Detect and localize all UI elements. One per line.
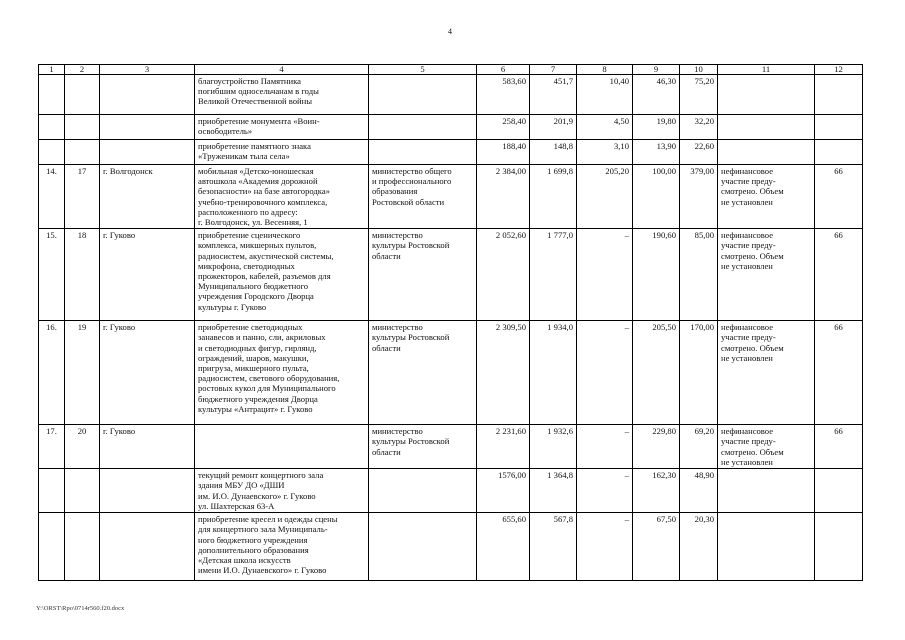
row-number-cell xyxy=(39,75,65,115)
column-header: 6 xyxy=(477,65,530,75)
row-number-cell xyxy=(39,469,65,513)
amount-col-9-cell: 46,30 xyxy=(633,75,680,115)
item-index-cell xyxy=(65,140,100,165)
amount-col-10-cell: 20,30 xyxy=(680,513,718,581)
amount-col-6-cell: 1576,00 xyxy=(477,469,530,513)
municipality-cell: г. Гуково xyxy=(100,229,195,321)
description-cell: мобильная «Детско-юношеская автошкола «Академия дорожной безопасности» на базе автогородка» учебно-тренировочного комплекса, расположенного по адресу: г. Волгодонск, ул. Весенняя, 1 xyxy=(195,165,369,229)
description-cell: текущий ремонт концертного зала здания МБУ ДО «ДШИ им. И.О. Дунаевского» г. Гуково ул. Шахтерская 63-А xyxy=(195,469,369,513)
amount-col-6-cell: 2 052,60 xyxy=(477,229,530,321)
municipality-cell xyxy=(100,75,195,115)
column-header: 9 xyxy=(633,65,680,75)
amount-col-7-cell: 1 932,6 xyxy=(530,425,577,469)
amount-col-8-cell: 4,50 xyxy=(577,115,633,140)
code-cell: 66 xyxy=(815,321,863,425)
row-number-cell xyxy=(39,115,65,140)
amount-col-6-cell: 655,60 xyxy=(477,513,530,581)
column-header: 2 xyxy=(65,65,100,75)
code-cell xyxy=(815,513,863,581)
item-index-cell: 17 xyxy=(65,165,100,229)
amount-col-10-cell: 69,20 xyxy=(680,425,718,469)
amount-col-9-cell: 229,80 xyxy=(633,425,680,469)
description-cell xyxy=(195,425,369,469)
column-header: 5 xyxy=(369,65,477,75)
table-row xyxy=(39,115,863,140)
column-header: 3 xyxy=(100,65,195,75)
code-cell: 66 xyxy=(815,425,863,469)
amount-col-8-cell: – xyxy=(577,425,633,469)
table-row xyxy=(39,75,863,115)
item-index-cell xyxy=(65,115,100,140)
code-cell: 66 xyxy=(815,165,863,229)
description-cell: приобретение кресел и одежды сцены для концертного зала Муниципаль- ного бюджетного учреждения дополнительного образования «Детская школа искусств имени И.О. Дунаевского» г. Гуково xyxy=(195,513,369,581)
table-row xyxy=(39,425,863,469)
note-cell xyxy=(718,75,815,115)
amount-col-6-cell: 258,40 xyxy=(477,115,530,140)
column-header: 10 xyxy=(680,65,718,75)
amount-col-9-cell: 205,50 xyxy=(633,321,680,425)
table-row xyxy=(39,140,863,165)
municipality-cell xyxy=(100,513,195,581)
note-cell: нефинансовое участие преду- смотрено. Объем не установлен xyxy=(718,425,815,469)
amount-col-7-cell: 1 934,0 xyxy=(530,321,577,425)
municipality-cell: г. Гуково xyxy=(100,425,195,469)
amount-col-8-cell: 3,10 xyxy=(577,140,633,165)
municipality-cell xyxy=(100,140,195,165)
amount-col-9-cell: 67,50 xyxy=(633,513,680,581)
ministry-cell xyxy=(369,75,477,115)
row-number-cell: 17. xyxy=(39,425,65,469)
amount-col-9-cell: 19,80 xyxy=(633,115,680,140)
amount-col-9-cell: 13,90 xyxy=(633,140,680,165)
ministry-cell xyxy=(369,469,477,513)
column-header: 11 xyxy=(718,65,815,75)
amount-col-7-cell: 1 364,8 xyxy=(530,469,577,513)
amount-col-10-cell: 22,60 xyxy=(680,140,718,165)
table-row xyxy=(39,321,863,425)
amount-col-7-cell: 567,8 xyxy=(530,513,577,581)
ministry-cell xyxy=(369,115,477,140)
row-number-cell: 14. xyxy=(39,165,65,229)
amount-col-9-cell: 190,60 xyxy=(633,229,680,321)
amount-col-10-cell: 379,00 xyxy=(680,165,718,229)
description-cell: приобретение светодиодных занавесов и панно, сли, акриловых и светодиодных фигур, гирлянд, ограждений, шаров, макушки, пригруза, микшерного пульта, радиосистем, светового оборудования, ростовых кукол для Муниципального бюджетного учреждения Дворца культуры «Антрацит» г. Гуково xyxy=(195,321,369,425)
column-header: 4 xyxy=(195,65,369,75)
amount-col-6-cell: 188,40 xyxy=(477,140,530,165)
item-index-cell xyxy=(65,513,100,581)
code-cell xyxy=(815,75,863,115)
file-path-footer: Y:\ORST\Rpo\0714r560.f20.docx xyxy=(36,605,125,612)
municipality-cell xyxy=(100,115,195,140)
code-cell xyxy=(815,115,863,140)
amount-col-10-cell: 32,20 xyxy=(680,115,718,140)
code-cell xyxy=(815,469,863,513)
amount-col-9-cell: 100,00 xyxy=(633,165,680,229)
ministry-cell: министерство культуры Ростовской области xyxy=(369,321,477,425)
description-cell: приобретение сценического комплекса, микшерных пультов, радиосистем, акустической системы, микрофона, светодиодных прожекторов, кабелей, разъемов для Муниципального бюджетного учреждения Городского Дворца культуры г. Гуково xyxy=(195,229,369,321)
amount-col-10-cell: 48,90 xyxy=(680,469,718,513)
note-cell: нефинансовое участие преду- смотрено. Объем не установлен xyxy=(718,229,815,321)
ministry-cell: министерство культуры Ростовской области xyxy=(369,229,477,321)
row-number-cell xyxy=(39,513,65,581)
ministry-cell xyxy=(369,513,477,581)
amount-col-6-cell: 583,60 xyxy=(477,75,530,115)
amount-col-10-cell: 75,20 xyxy=(680,75,718,115)
description-cell: благоустройство Памятника погибшим односельчанам в годы Великой Отечественной войны xyxy=(195,75,369,115)
page-number: 4 xyxy=(448,27,452,36)
column-number-row xyxy=(39,65,863,75)
amount-col-7-cell: 451,7 xyxy=(530,75,577,115)
table-row xyxy=(39,165,863,229)
row-number-cell xyxy=(39,140,65,165)
table-row xyxy=(39,229,863,321)
code-cell xyxy=(815,140,863,165)
amount-col-7-cell: 148,8 xyxy=(530,140,577,165)
column-header: 1 xyxy=(39,65,65,75)
ministry-cell: министерство общего и профессионального образования Ростовской области xyxy=(369,165,477,229)
code-cell: 66 xyxy=(815,229,863,321)
note-cell xyxy=(718,513,815,581)
amount-col-8-cell: – xyxy=(577,513,633,581)
amount-col-6-cell: 2 384,00 xyxy=(477,165,530,229)
table-row xyxy=(39,513,863,581)
ministry-cell: министерство культуры Ростовской области xyxy=(369,425,477,469)
budget-table xyxy=(38,64,863,581)
item-index-cell: 18 xyxy=(65,229,100,321)
amount-col-8-cell: – xyxy=(577,321,633,425)
note-cell: нефинансовое участие преду- смотрено. Объем не установлен xyxy=(718,321,815,425)
note-cell xyxy=(718,469,815,513)
item-index-cell: 20 xyxy=(65,425,100,469)
column-header: 8 xyxy=(577,65,633,75)
amount-col-7-cell: 1 777,0 xyxy=(530,229,577,321)
description-cell: приобретение монумента «Воин- освободитель» xyxy=(195,115,369,140)
item-index-cell: 19 xyxy=(65,321,100,425)
municipality-cell: г. Гуково xyxy=(100,321,195,425)
amount-col-10-cell: 170,00 xyxy=(680,321,718,425)
item-index-cell xyxy=(65,75,100,115)
municipality-cell: г. Волгодонск xyxy=(100,165,195,229)
note-cell: нефинансовое участие преду- смотрено. Объем не установлен xyxy=(718,165,815,229)
column-header: 7 xyxy=(530,65,577,75)
table-row xyxy=(39,469,863,513)
item-index-cell xyxy=(65,469,100,513)
ministry-cell xyxy=(369,140,477,165)
amount-col-7-cell: 201,9 xyxy=(530,115,577,140)
amount-col-10-cell: 85,00 xyxy=(680,229,718,321)
row-number-cell: 16. xyxy=(39,321,65,425)
amount-col-6-cell: 2 231,60 xyxy=(477,425,530,469)
amount-col-8-cell: 10,40 xyxy=(577,75,633,115)
description-cell: приобретение памятного знака «Труженикам тыла села» xyxy=(195,140,369,165)
amount-col-7-cell: 1 699,8 xyxy=(530,165,577,229)
note-cell xyxy=(718,115,815,140)
municipality-cell xyxy=(100,469,195,513)
amount-col-8-cell: – xyxy=(577,469,633,513)
row-number-cell: 15. xyxy=(39,229,65,321)
amount-col-9-cell: 162,30 xyxy=(633,469,680,513)
amount-col-6-cell: 2 309,50 xyxy=(477,321,530,425)
amount-col-8-cell: – xyxy=(577,229,633,321)
note-cell xyxy=(718,140,815,165)
amount-col-8-cell: 205,20 xyxy=(577,165,633,229)
column-header: 12 xyxy=(815,65,863,75)
